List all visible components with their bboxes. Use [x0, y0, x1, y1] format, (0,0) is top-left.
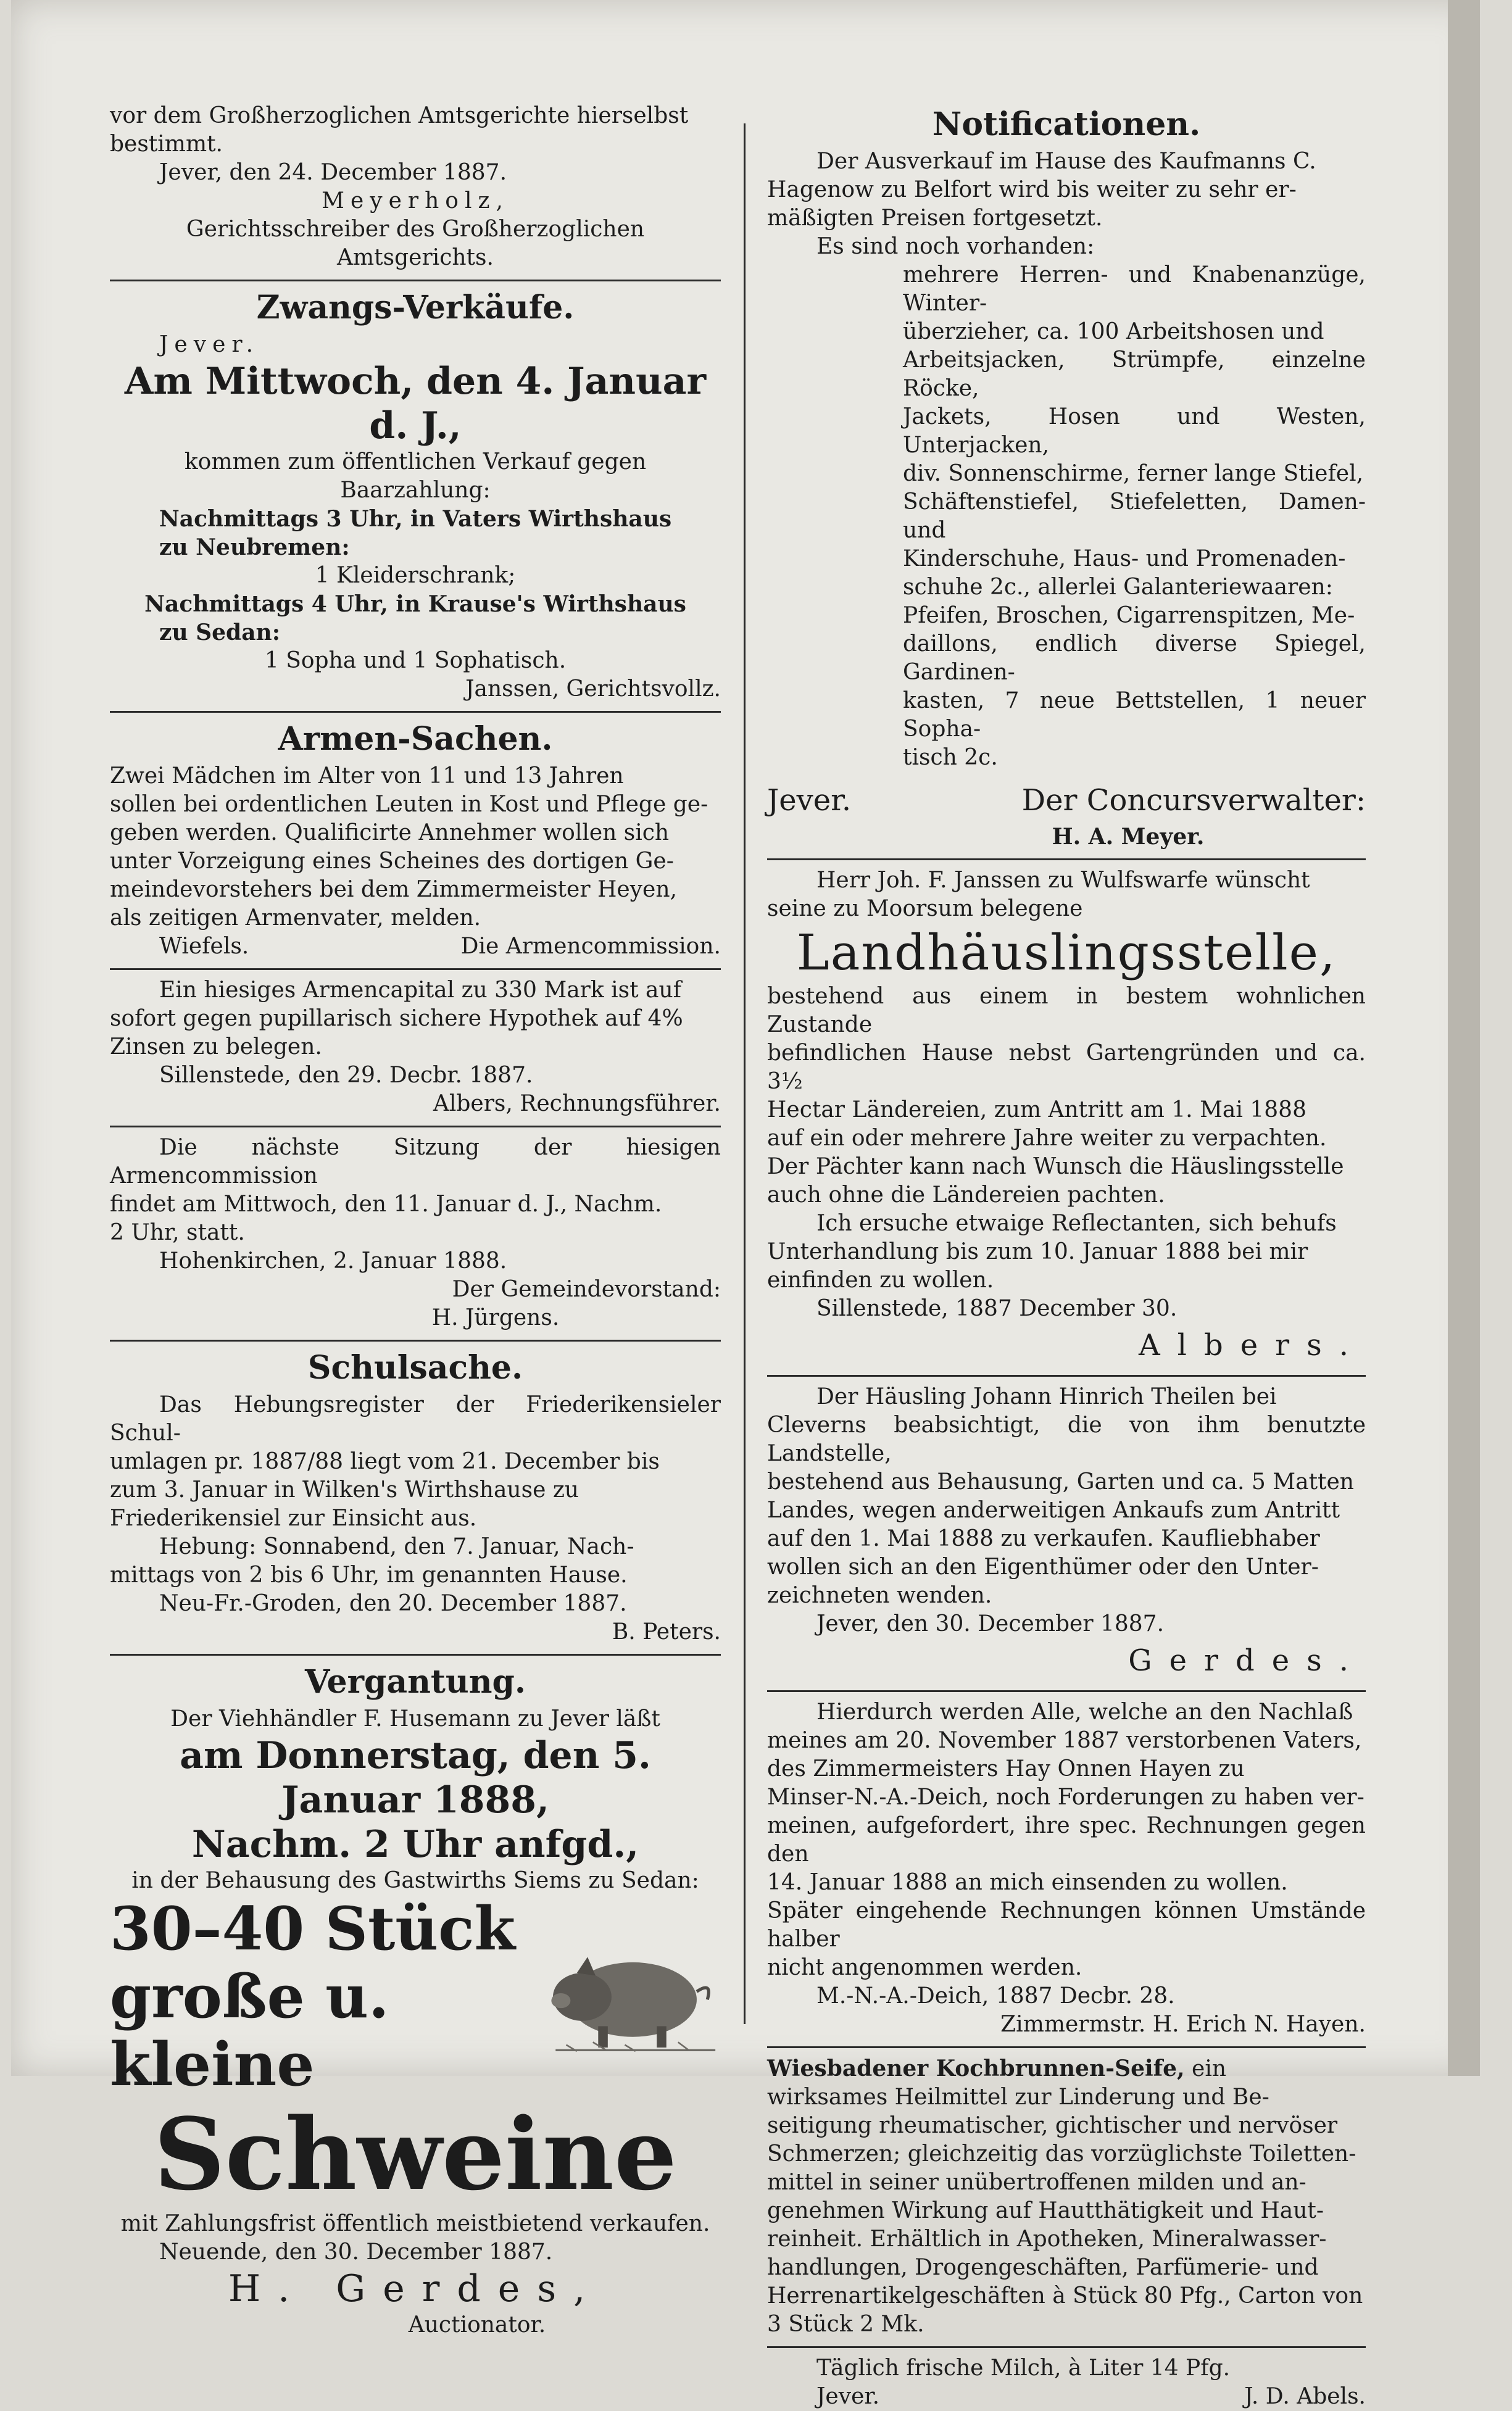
date-line: Neuende, den 30. December 1887.: [159, 2239, 553, 2265]
text-line: sollen bei ordentlichen Leuten in Kost und Pflege ge-: [110, 792, 708, 817]
text-line: 14. Januar 1888 an mich einsenden zu wollen.: [767, 1870, 1288, 1895]
text-line: bestehend aus Behausung, Garten und ca. 5 Matten: [767, 1469, 1354, 1495]
list-item: kasten, 7 neue Bettstellen, 1 neuer Sopha-: [903, 688, 1366, 742]
list-item: tisch 2c.: [903, 745, 998, 770]
signature: Janssen, Gerichtsvollz.: [465, 676, 721, 702]
role-line: Auctionator.: [408, 2312, 546, 2338]
text-line: Es sind noch vorhanden:: [816, 234, 1095, 259]
signature: Meyerholz,: [322, 188, 509, 214]
place-line: Jever.: [159, 332, 260, 357]
text-line: einfinden zu wollen.: [767, 1268, 994, 1293]
text-line: Der Pächter kann nach Wunsch die Häuslingsstelle: [767, 1154, 1344, 1179]
list-item: mehrere Herren- und Knabenanzüge, Winter-: [903, 262, 1366, 316]
ad-big-line: große u. kleine: [110, 1962, 389, 2099]
list-item: daillons, endlich diverse Spiegel, Gardinen-: [903, 631, 1366, 685]
section-heading: Vergantung.: [304, 1663, 526, 1701]
text-line: wollen sich an den Eigenthümer oder den Unter-: [767, 1554, 1319, 1580]
date-line: Sillenstede, den 29. Decbr. 1887.: [159, 1063, 533, 1088]
section-heading: Zwangs-Verkäufe.: [256, 289, 575, 326]
text-line: Hierdurch werden Alle, welche an den Nachlaß: [816, 1699, 1353, 1725]
text-line: zu Neubremen:: [159, 534, 350, 560]
date-line: Jever, den 30. December 1887.: [816, 1611, 1165, 1637]
list-item: überzieher, ca. 100 Arbeitshosen und: [903, 319, 1324, 344]
list-item: Kinderschuhe, Haus- und Promenaden-: [903, 546, 1346, 571]
seife-title: Wiesbadener Kochbrunnen-Seife,: [767, 2056, 1185, 2081]
text-fragment: ein: [1192, 2056, 1227, 2081]
text-line: Zinsen zu belegen.: [110, 1034, 322, 1060]
signature: J. D. Abels.: [1244, 2384, 1366, 2409]
text-line: Der Viehhändler F. Husemann zu Jever läßt: [170, 1706, 660, 1732]
ad-huge-word: Schweine: [154, 2096, 677, 2212]
text-line: handlungen, Drogengeschäften, Parfümerie- und: [767, 2255, 1319, 2280]
text-line: Cleverns beabsichtigt, die von ihm benutzte Landstelle,: [767, 1413, 1366, 1466]
text-line: Später eingehende Rechnungen können Umstände halber: [767, 1898, 1366, 1952]
section-rule: [110, 1340, 721, 1342]
signature: Albers.: [1139, 1328, 1366, 1363]
list-item: Schäftenstiefel, Stiefeletten, Damen- und: [903, 489, 1366, 543]
text-line: seitigung rheumatischer, gichtischer und nervöser: [767, 2113, 1338, 2138]
text-line: Hectar Ländereien, zum Antritt am 1. Mai 1888: [767, 1097, 1306, 1123]
text-line: genehmen Wirkung auf Hautthätigkeit und Haut-: [767, 2198, 1324, 2223]
text-line: meindevorstehers bei dem Zimmermeister Heyen,: [110, 877, 677, 902]
text-line: Zwei Mädchen im Alter von 11 und 13 Jahren: [110, 763, 624, 789]
text-line: reinheit. Erhältlich in Apotheken, Mineralwasser-: [767, 2226, 1327, 2252]
text-line: befindlichen Hause nebst Gartengründen und ca. 3½: [767, 1040, 1366, 1094]
signature: Gerdes.: [1128, 1643, 1366, 1678]
text-line: Landes, wegen anderweitigen Ankaufs zum Antritt: [767, 1498, 1340, 1523]
time-big: Nachm. 2 Uhr anfgd.,: [191, 1823, 639, 1866]
signature: Der Concursverwalter:: [1021, 783, 1366, 818]
section-rule: [110, 1126, 721, 1127]
text-line: geben werden. Qualificirte Annehmer wollen sich: [110, 820, 670, 845]
signature: H. Gerdes,: [228, 2267, 603, 2310]
text-line: Hagenow zu Belfort wird bis weiter zu sehr er-: [767, 177, 1297, 202]
text-line: Der Ausverkauf im Hause des Kaufmanns C.: [816, 149, 1316, 174]
place-line: Wiefels.: [159, 934, 249, 959]
text-line: Hebung: Sonnabend, den 7. Januar, Nach-: [159, 1534, 634, 1559]
text-line: 3 Stück 2 Mk.: [767, 2312, 924, 2337]
section-rule: [110, 968, 721, 970]
right-column: [767, 102, 1366, 2411]
text-line: zu Sedan:: [159, 620, 281, 645]
seife-title-line: [767, 2054, 1366, 2083]
section-rule: [110, 280, 721, 281]
ad-big-line: 30–40 Stück: [110, 1894, 516, 1964]
text-line: 1 Sopha und 1 Sophatisch.: [264, 648, 567, 673]
text-line: Die nächste Sitzung der hiesigen Armencommission: [110, 1135, 721, 1189]
text-line: Ich ersuche etwaige Reflectanten, sich behufs: [816, 1211, 1337, 1236]
text-line: Herr Joh. F. Janssen zu Wulfswarfe wünscht: [816, 868, 1310, 893]
date-big: am Donnerstag, den 5. Januar 1888,: [180, 1734, 651, 1822]
text-line: Täglich frische Milch, à Liter 14 Pfg.: [816, 2355, 1231, 2381]
section-rule: [110, 711, 721, 713]
section-rule: [767, 1690, 1366, 1692]
text-line: mäßigten Preisen fortgesetzt.: [767, 205, 1103, 231]
text-line: Minser-N.-A.-Deich, noch Forderungen zu haben ver-: [767, 1785, 1365, 1810]
pig-ad: [110, 1895, 721, 2099]
signature: Albers, Rechnungsführer.: [433, 1091, 721, 1116]
text-line: seine zu Moorsum belegene: [767, 896, 1083, 921]
left-column: [110, 102, 721, 2339]
column-divider: [744, 123, 746, 2024]
text-line: in der Behausung des Gastwirths Siems zu Sedan:: [131, 1868, 699, 1893]
text-line: umlagen pr. 1887/88 liegt vom 21. December bis: [110, 1449, 660, 1474]
text-line: nicht angenommen werden.: [767, 1955, 1082, 1980]
text-line: Ein hiesiges Armencapital zu 330 Mark ist auf: [159, 977, 681, 1003]
signature: Zimmermstr. H. Erich N. Hayen.: [1000, 2012, 1366, 2037]
text-line: zeichneten wenden.: [767, 1583, 992, 1608]
signature: H. A. Meyer.: [1052, 824, 1205, 850]
text-line: mittel in seiner unübertroffenen milden und an-: [767, 2170, 1306, 2195]
text-line: mit Zahlungsfrist öffentlich meistbietend verkaufen.: [120, 2211, 710, 2236]
newspaper-page: [11, 0, 1480, 2409]
item-list: [767, 261, 1366, 772]
date-big: Am Mittwoch, den 4. Januar d. J.,: [124, 360, 707, 447]
section-rule: [767, 1375, 1366, 1377]
text-line: auch ohne die Ländereien pachten.: [767, 1182, 1165, 1208]
ad-big-line: Landhäuslingsstelle,: [796, 924, 1337, 981]
list-item: Pfeifen, Broschen, Cigarrenspitzen, Me-: [903, 603, 1355, 628]
text-line: bestehend aus einem in bestem wohnlichen Zustande: [767, 984, 1366, 1037]
section-rule: [110, 1654, 721, 1656]
text-line: meines am 20. November 1887 verstorbenen Vaters,: [767, 1728, 1362, 1753]
text-line: Unterhandlung bis zum 10. Januar 1888 bei mir: [767, 1239, 1308, 1264]
text-line: findet am Mittwoch, den 11. Januar d. J., Nachm.: [110, 1192, 662, 1217]
section-rule: [767, 2346, 1366, 2348]
list-item: div. Sonnenschirme, ferner lange Stiefel,: [903, 461, 1364, 486]
text-line: zum 3. Januar in Wilken's Wirthshause zu: [110, 1477, 579, 1503]
signature: B. Peters.: [612, 1619, 721, 1645]
text-line: Friederikensiel zur Einsicht aus.: [110, 1506, 477, 1531]
place-line: Jever.: [767, 783, 852, 818]
text-line: 1 Kleiderschrank;: [315, 563, 516, 588]
section-heading: Armen-Sachen.: [278, 720, 553, 758]
section-rule: [767, 858, 1366, 860]
text-line: kommen zum öffentlichen Verkauf gegen Baarzahlung:: [184, 449, 647, 503]
list-item: Jackets, Hosen und Westen, Unterjacken,: [903, 404, 1366, 458]
text-line: bestimmt.: [110, 131, 223, 157]
text-line: Das Hebungsregister der Friederikensieler Schul-: [110, 1392, 721, 1446]
text-line: sofort gegen pupillarisch sichere Hypothek auf 4%: [110, 1006, 683, 1031]
date-line: Neu-Fr.-Groden, den 20. December 1887.: [159, 1591, 627, 1616]
text-line: auf den 1. Mai 1888 zu verkaufen. Kaufliebhaber: [767, 1526, 1320, 1551]
text-line: als zeitigen Armenvater, melden.: [110, 905, 481, 931]
place-line: Jever.: [816, 2384, 880, 2409]
date-line: M.-N.-A.-Deich, 1887 Decbr. 28.: [816, 1983, 1175, 2009]
text-line: Der Häusling Johann Hinrich Theilen bei: [816, 1384, 1277, 1409]
text-line: auf ein oder mehrere Jahre weiter zu verpachten.: [767, 1126, 1327, 1151]
text-line: mittags von 2 bis 6 Uhr, im genannten Hause.: [110, 1562, 628, 1588]
text-line: wirksames Heilmittel zur Linderung und Be-: [767, 2085, 1269, 2110]
text-line: Schmerzen; gleichzeitig das vorzüglichste Toiletten-: [767, 2141, 1356, 2167]
text-line: meinen, aufgefordert, ihre spec. Rechnungen gegen den: [767, 1813, 1366, 1867]
pig-icon: [545, 1926, 721, 2068]
section-rule: [767, 2046, 1366, 2048]
section-heading: Schulsache.: [307, 1349, 523, 1387]
text-line: unter Vorzeigung eines Scheines des dortigen Ge-: [110, 849, 674, 874]
text-line: 2 Uhr, statt.: [110, 1220, 245, 1245]
text-line: des Zimmermeisters Hay Onnen Hayen zu: [767, 1756, 1245, 1782]
text-line: vor dem Großherzoglichen Amtsgerichte hierselbst: [110, 103, 689, 128]
signature: Der Gemeindevorstand:: [452, 1277, 721, 1302]
role-line: Gerichtsschreiber des Großherzoglichen Amtsgerichts.: [186, 217, 645, 270]
text-line: Herrenartikelgeschäften à Stück 80 Pfg., Carton von: [767, 2283, 1363, 2309]
section-heading: Notificationen.: [932, 106, 1201, 143]
page-edge: [1448, 0, 1480, 2076]
list-item: Arbeitsjacken, Strümpfe, einzelne Röcke,: [903, 347, 1366, 401]
list-item: schuhe 2c., allerlei Galanteriewaaren:: [903, 575, 1333, 600]
date-line: Jever, den 24. December 1887.: [159, 160, 507, 185]
text-line: Nachmittags 4 Uhr, in Krause's Wirthshaus: [144, 591, 686, 617]
signature: H. Jürgens.: [431, 1305, 560, 1330]
signature: Die Armencommission.: [460, 934, 721, 959]
date-line: Hohenkirchen, 2. Januar 1888.: [159, 1248, 507, 1274]
date-line: Sillenstede, 1887 December 30.: [816, 1296, 1178, 1321]
text-line: Nachmittags 3 Uhr, in Vaters Wirthshaus: [159, 506, 672, 532]
